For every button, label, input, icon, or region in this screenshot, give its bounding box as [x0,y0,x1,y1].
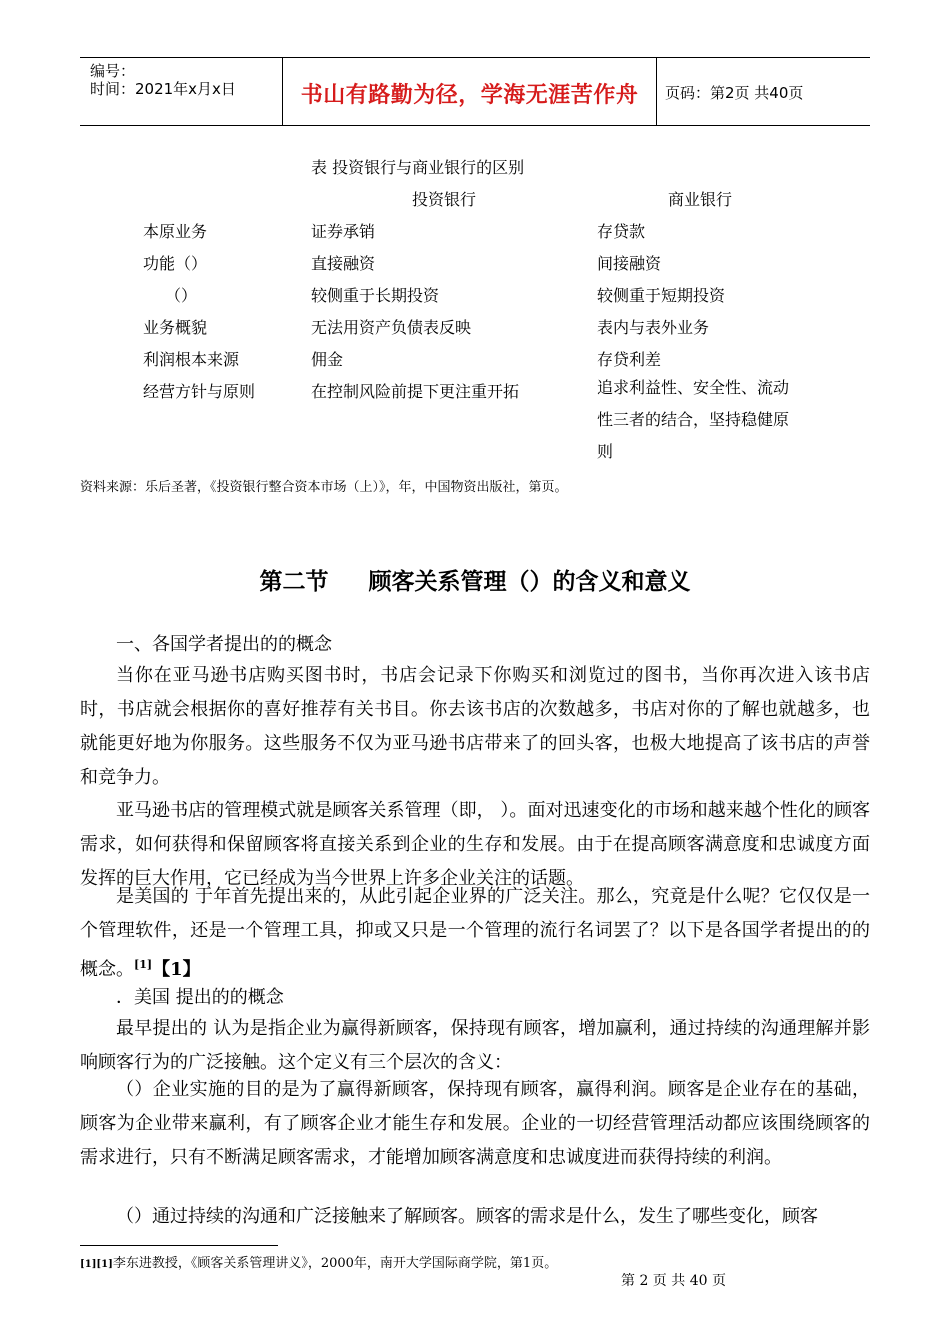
table-cell-commercial: 间接融资 [597,254,662,273]
document-time-label: 时间：2021年x月x日 [90,80,236,98]
table-col-header-invest: 投资银行 [412,190,477,209]
table-row-label: 功能（） [143,254,208,273]
table-row-label: 经营方针与原则 [143,382,256,401]
table-row-label: 本原业务 [143,222,208,241]
footnote-reference-sup: [1] [134,958,153,971]
table-row-label: 业务概貌 [143,318,208,337]
subheading-2: ．美国 提出的的概念 [116,987,284,1008]
table-cell-commercial: 较侧重于短期投资 [597,286,726,305]
header-motto-cell [283,58,657,125]
header-motto: 书山有路勤为径，学海无涯苦作舟 [300,83,639,108]
body-paragraph-6: （）通过持续的沟通和广泛接触来了解顾客。顾客的需求是什么，发生了哪些变化，顾客 [116,1206,818,1227]
body-paragraph-4: 最早提出的 认为是指企业为赢得新顾客，保持现有顾客，增加赢利，通过持续的沟通理解并影响顾客行为的广泛接触。这个定义有三个层次的含义： [80,1018,870,1073]
header-page-label: 页码：第2页 共40页 [665,84,804,102]
footnote [80,1252,557,1271]
table-cell-commercial: 存贷利差 [597,350,662,369]
footnote-marker: [1][1] [80,1259,113,1270]
body-paragraph-3 [80,880,870,987]
header-page-cell [657,58,870,125]
page-header [80,57,870,126]
paragraph-3-text: 是美国的 于年首先提出来的，从此引起企业界的广泛关注。那么，究竟是什么呢？它仅仅是一个管理软件，还是一个管理工具，抑或又只是一个管理的流行名词罢了？以下是各国学者提出的的概念。 [80,886,870,980]
table-cell-commercial: 表内与表外业务 [597,318,710,337]
table-cell-invest: 佣金 [311,350,344,369]
page-footer: 第 2 页 共 40 页 [621,1273,726,1289]
footnote-reference: 【1】 [152,959,201,980]
section-number: 第二节 [259,569,329,595]
table-cell-invest: 证券承销 [311,222,376,241]
table-title: 表 投资银行与商业银行的区别 [311,158,525,177]
table-col-header-commercial: 商业银行 [668,190,733,209]
footnote-text: 李东进教授，《顾客关系管理讲义》，2000年，南开大学国际商学院，第1页。 [112,1256,558,1271]
table-cell-invest: 无法用资产负债表反映 [311,318,472,337]
header-meta-cell [80,58,283,125]
table-source-note: 资料来源：乐后圣著，《投资银行整合资本市场（上）》，年，中国物资出版社，第页。 [80,480,568,495]
document-number-label: 编号： [90,62,136,80]
footnote-rule [80,1245,278,1246]
table-cell-commercial: 存贷款 [597,222,646,241]
table-cell-invest: 直接融资 [311,254,376,273]
table-cell-invest: 在控制风险前提下更注重开拓 [311,382,520,401]
body-paragraph-2: 亚马逊书店的管理模式就是顾客关系管理（即， ）。面对迅速变化的市场和越来越个性化的顾客需求，如何获得和保留顾客将直接关系到企业的生存和发展。由于在提高顾客满意度和忠诚度方面发挥的巨大作用，它已经成为当今世界上许多企业关注的话题。 [80,800,870,889]
table-row-label: （） [165,286,198,305]
section-heading [0,563,950,596]
table-row-label: 利润根本来源 [143,350,240,369]
table-cell-invest: 较侧重于长期投资 [311,286,440,305]
section-title: 顾客关系管理（）的含义和意义 [368,569,691,595]
body-paragraph-1: 当你在亚马逊书店购买图书时，书店会记录下你购买和浏览过的图书，当你再次进入该书店时，书店就会根据你的喜好推荐有关书目。你去该书店的次数越多，书店对你的了解也就越多，也就能更好地为你服务。这些服务不仅为亚马逊书店带来了的回头客，也极大地提高了该书店的声誉和竞争力。 [80,665,870,788]
body-paragraph-5: （）企业实施的目的是为了赢得新顾客，保持现有顾客，赢得利润。顾客是企业存在的基础，顾客为企业带来赢利，有了顾客企业才能生存和发展。企业的一切经营管理活动都应该围绕顾客的需求进行，只有不断满足顾客需求，才能增加顾客满意度和忠诚度进而获得持续的利润。 [80,1079,870,1168]
subheading-1: 一、各国学者提出的的概念 [116,634,332,655]
table-cell-commercial: 追求利益性、安全性、流动性三者的结合，坚持稳健原则 [597,378,790,461]
